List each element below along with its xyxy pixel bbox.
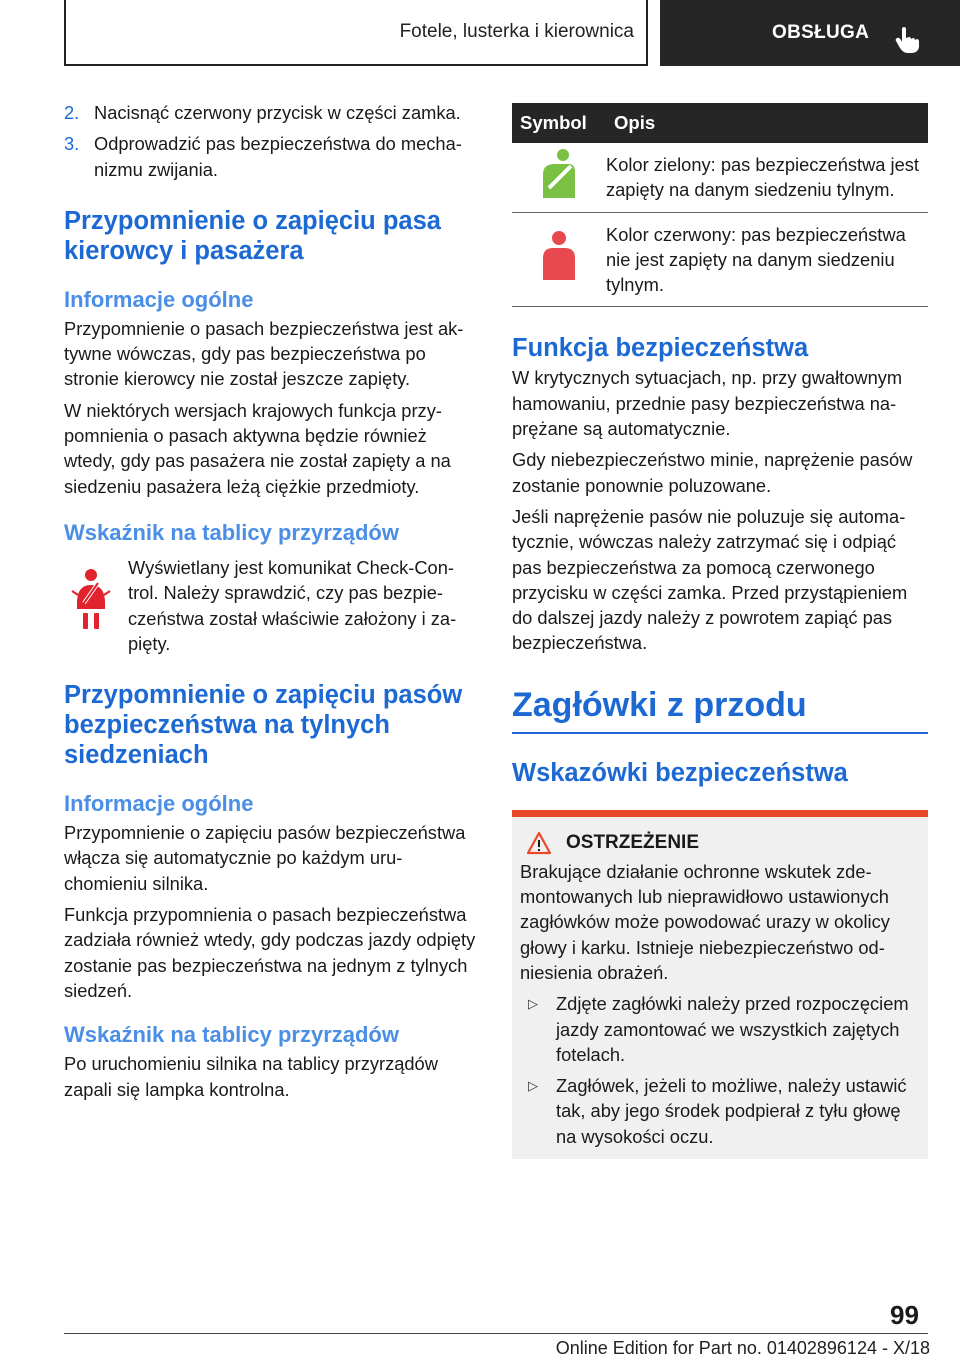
table-cell-description: Kolor zielony: pas bezpieczeństwa jest zapięty na danym siedzeniu tylnym.: [606, 143, 928, 212]
list-item: [520, 1073, 920, 1149]
step-text: Odprowadzić pas bezpieczeństwa do mechanizmu zwijania.: [94, 133, 462, 180]
list-item: [520, 991, 920, 1067]
indicator-text: Wyświetlany jest komunikat Check-Control. Należy sprawdzić, czy pas bezpieczeństwa został właściwie założony i zapięty.: [128, 556, 457, 654]
paragraph: Gdy niebezpieczeństwo minie, naprężenie pasów zostanie ponownie poluzowane.: [512, 449, 913, 496]
table-cell-symbol: [512, 212, 606, 307]
warning-label: OSTRZEŻENIE: [566, 831, 700, 853]
left-column: [64, 100, 478, 1108]
section-title-safety-notes: Wskazówki bezpieczeństwa: [512, 758, 848, 787]
paragraph: Po uruchomieniu silnika na tablicy przyrządów zapali się lampka kontrolna.: [64, 1053, 438, 1100]
paragraph: W niektórych wersjach krajowych funkcja przypomnienia o pasach aktywna będzie również wtedy, gdy pas pasażera nie został zapięty a na siedzeniu pasażera leżą ciężkie przedmioty.: [64, 399, 451, 497]
symbol-table: [512, 103, 928, 307]
section-title-front-belt-reminder: Przypomnienie o zapięciu pasa kierowcy i pasażera: [64, 206, 441, 265]
paragraph: W krytycznych sytuacjach, np. przy gwałtownym hamowaniu, przednie pasy bezpieczeństwa naprężane są automatycznie.: [512, 367, 903, 440]
warning-text: Brakujące działanie ochronne wskutek zdemontowanych lub nieprawidłowo ustawionych zagłówków może powodować urazy w okolicy głowy i karku. Istnieje niebezpieczeństwo odniesienia obrażeń.: [520, 860, 890, 983]
table-header-description: Opis: [606, 103, 928, 143]
footer-edition-text: Online Edition for Part no. 01402896124 - X/18: [555, 1338, 930, 1358]
table-row: [512, 212, 928, 307]
pointing-hand-icon: [895, 26, 921, 54]
right-column: [512, 103, 928, 1159]
step-number: 3.: [64, 133, 80, 155]
header-chapter-label: OBSŁUGA: [772, 22, 870, 43]
subsection-title-general-info: Informacje ogólne: [64, 791, 254, 817]
green-belt-icon: [539, 148, 579, 200]
header-section-title: Fotele, lusterka i kierownica: [399, 21, 634, 42]
table-cell-symbol: [512, 143, 606, 212]
red-person-icon: [539, 230, 579, 282]
indicator-block: [64, 555, 478, 656]
paragraph: Przypomnienie o pasach bezpieczeństwa jest aktywne wówczas, gdy pas bezpieczeństwa po stronie kierowcy nie został jeszcze zapięty.: [64, 317, 464, 390]
table-row: [512, 143, 928, 212]
list-item-text: Zdjęte zagłówki należy przed rozpoczęciem jazdy zamontować we wszystkich zajętych fotelach.: [556, 993, 909, 1065]
subsection-title-indicator: Wskaźnik na tablicy przyrządów: [64, 519, 399, 545]
step-text: Nacisnąć czerwony przycisk w części zamka.: [94, 102, 461, 123]
table-cell-description: Kolor czerwony: pas bezpieczeństwa nie jest zapięty na danym siedzeniu tylnym.: [606, 212, 928, 307]
page-number: 99: [890, 1300, 919, 1330]
warning-triangle-icon: [526, 831, 552, 855]
step-item: [64, 131, 478, 182]
paragraph: Funkcja przypomnienia o pasach bezpieczeństwa zadziała również wtedy, gdy podczas jazdy odpięty zostanie pas bezpieczeństwa na jednym z tylnych siedzeń.: [64, 904, 476, 1001]
step-number: 2.: [64, 102, 80, 123]
title-underline: [512, 732, 928, 734]
step-item: [64, 100, 478, 125]
subsection-title-general-info: Informacje ogólne: [64, 286, 254, 312]
section-title-safety-function: Funkcja bezpieczeństwa: [512, 334, 809, 363]
paragraph: Jeśli naprężenie pasów nie poluzuje się automatycznie, wówczas należy zatrzymać się i odpiąć pas bezpieczeństwa za pomocą czerwonego przycisku w części zamka. Przed przystąpieniem do dalszej jazdy należy z powrotem zapiąć pas bezpieczeństwa.: [512, 505, 908, 654]
chapter-title-front-headrests: Zagłówki z przodu: [512, 685, 807, 724]
table-header-symbol: Symbol: [512, 103, 606, 143]
warning-box: [512, 810, 928, 1159]
bullet-triangle-icon: ▷: [528, 996, 538, 1012]
list-item-text: Zagłówek, jeżeli to możliwe, należy ustawić tak, aby jego środek podpierał z tyłu głowę na wysokości oczu.: [556, 1075, 907, 1147]
subsection-title-indicator: Wskaźnik na tablicy przyrządów: [64, 1022, 399, 1048]
header-section-box: [64, 0, 648, 66]
warning-title: [520, 831, 920, 855]
section-title-rear-belt-reminder: Przypomnienie o zapięciu pasów bezpieczeństwa na tylnych siedzeniach: [64, 681, 463, 770]
seatbelt-warning-icon: [64, 567, 116, 631]
bullet-triangle-icon: ▷: [528, 1078, 538, 1094]
footer-rule: [64, 1333, 928, 1334]
paragraph: Przypomnienie o zapięciu pasów bezpieczeństwa włącza się automatycznie po każdym uruchomieniu silnika.: [64, 822, 466, 894]
